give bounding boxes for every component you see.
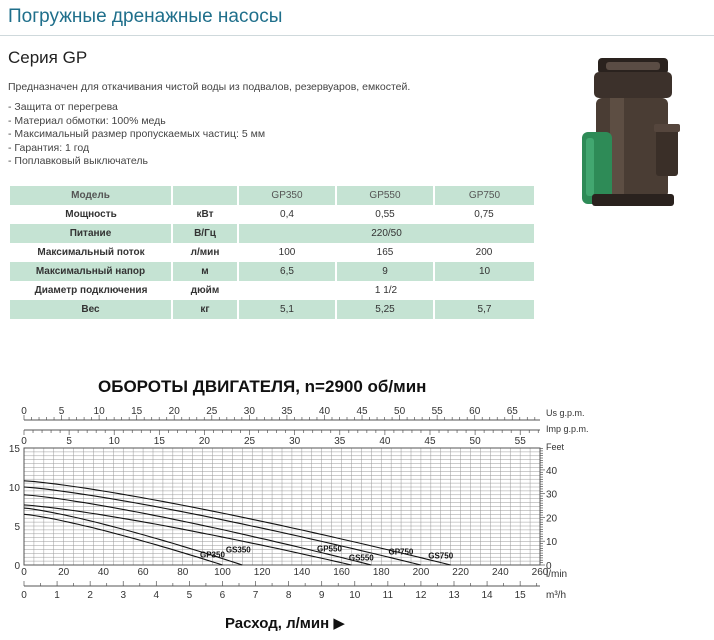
- tick-label: 11: [382, 590, 394, 601]
- tick-label: 260: [531, 567, 549, 578]
- table-cell: Мощность: [10, 205, 172, 224]
- tick-label: 120: [253, 567, 271, 578]
- tick-label: 25: [243, 436, 256, 447]
- tick-label: 10: [349, 590, 361, 601]
- tick-label: 45: [356, 406, 368, 417]
- tick-label: 0: [546, 561, 552, 572]
- pump-outlet-ring: [654, 124, 680, 132]
- chart-grid: [24, 448, 540, 565]
- series-label-gs350: GS350: [225, 545, 251, 555]
- tick-label: 240: [491, 567, 509, 578]
- tick-label: 7: [252, 590, 259, 601]
- tick-label: 160: [333, 567, 350, 578]
- tick-label: 15: [8, 444, 20, 455]
- table-row: [10, 281, 534, 300]
- table-cell: м: [172, 262, 238, 281]
- table-cell: В/Гц: [172, 224, 238, 243]
- tick-label: 15: [514, 590, 526, 601]
- table-row: [10, 243, 534, 262]
- tick-label: 13: [448, 590, 460, 601]
- pump-outlet: [656, 128, 678, 176]
- performance-chart: [0, 400, 714, 612]
- table-row: [10, 262, 534, 281]
- tick-label: 0: [21, 436, 27, 447]
- feature-item: - Поплавковый выключатель: [8, 155, 148, 167]
- tick-label: 35: [281, 406, 293, 417]
- tick-label: 200: [412, 567, 430, 578]
- tick-label: 15: [153, 436, 165, 447]
- table-cell: GP550: [336, 186, 434, 205]
- table-cell: кг: [172, 300, 238, 319]
- tick-label: 15: [131, 406, 143, 417]
- tick-label: 60: [137, 567, 149, 578]
- tick-label: 40: [546, 465, 558, 477]
- table-cell: 6,5: [238, 262, 336, 281]
- table-cell: 0,55: [336, 205, 434, 224]
- tick-label: 40: [379, 436, 391, 447]
- table-cell: GP350: [238, 186, 336, 205]
- tick-label: 5: [186, 590, 193, 601]
- tick-label: 30: [546, 489, 558, 501]
- axis-unit-label: m³/h: [546, 590, 566, 601]
- tick-label: 35: [334, 436, 346, 447]
- x-axis-label: Расход, л/мин ▶: [225, 615, 345, 632]
- tick-label: 0: [14, 561, 20, 572]
- series-label-gp350: GP350: [200, 550, 225, 560]
- tick-label: 45: [424, 436, 436, 447]
- tick-label: 55: [514, 436, 526, 447]
- tick-label: 0: [21, 567, 27, 578]
- chart-labels: [9, 406, 589, 601]
- tick-label: 9: [318, 590, 325, 601]
- tick-label: 20: [546, 513, 558, 525]
- table-row: [10, 224, 534, 243]
- series-line-gp550: [24, 505, 352, 565]
- title-divider: [0, 35, 714, 36]
- table-cell: GP750: [434, 186, 534, 205]
- tick-label: 80: [177, 567, 189, 578]
- table-cell: 1 1/2: [238, 281, 534, 300]
- table-cell: л/мин: [172, 243, 238, 262]
- tick-label: 100: [214, 567, 231, 578]
- table-cell: 165: [336, 243, 434, 262]
- tick-label: 55: [431, 406, 443, 417]
- series-label-gp750: GP750: [388, 547, 414, 557]
- axis-unit-label: Imp g.p.m.: [546, 424, 589, 434]
- pump-image: [570, 54, 692, 212]
- pump-handle-slot: [606, 62, 660, 70]
- tick-label: 40: [97, 567, 109, 578]
- tick-label: 12: [415, 590, 427, 601]
- tick-label: 10: [108, 436, 120, 447]
- axis-unit-label: l/min: [546, 569, 568, 580]
- table-cell: [172, 186, 238, 205]
- series-label-gs750: GS750: [428, 551, 454, 561]
- table-cell: 5,7: [434, 300, 534, 319]
- table-cell: 0,75: [434, 205, 534, 224]
- tick-label: 20: [58, 567, 70, 578]
- table-header-row: [10, 186, 534, 205]
- pump-base: [592, 194, 674, 206]
- tick-label: 50: [469, 436, 481, 447]
- tick-label: 8: [285, 590, 292, 601]
- table-cell: дюйм: [172, 281, 238, 300]
- tick-label: 50: [394, 406, 406, 417]
- chart-title: ОБОРОТЫ ДВИГАТЕЛЯ, n=2900 об/мин: [98, 377, 427, 396]
- tick-label: 2: [87, 590, 93, 601]
- table-row: [10, 300, 534, 319]
- tick-label: 4: [153, 590, 160, 601]
- tick-label: 30: [289, 436, 301, 447]
- feature-item: - Материал обмотки: 100% медь: [8, 114, 166, 127]
- chart-axes: [24, 415, 545, 586]
- table-cell: 9: [336, 262, 434, 281]
- page-title: Погружные дренажные насосы: [8, 6, 283, 27]
- table-cell: Максимальный напор: [10, 262, 172, 281]
- tick-label: 5: [14, 522, 20, 533]
- series-description: Предназначен для откачивания чистой воды из подвалов, резервуаров, емкостей.: [8, 81, 411, 93]
- tick-label: 14: [481, 590, 493, 601]
- spec-table: [10, 186, 534, 319]
- feature-item: - Максимальный размер пропускаемых частиц: 5 мм: [8, 128, 266, 140]
- table-cell: Диаметр подключения: [10, 281, 172, 300]
- tick-label: 10: [93, 406, 105, 417]
- tick-label: 0: [21, 406, 27, 417]
- tick-label: 140: [293, 567, 311, 578]
- feature-item: - Гарантия: 1 год: [8, 141, 90, 154]
- tick-label: 20: [198, 436, 211, 447]
- pump-highlight: [610, 98, 624, 198]
- pump-top: [594, 72, 672, 98]
- series-label-gp550: GP550: [317, 544, 342, 554]
- tick-label: 20: [168, 406, 180, 417]
- series-title: Серия GP: [8, 48, 88, 67]
- table-cell: 5,1: [238, 300, 336, 319]
- table-cell: 200: [434, 243, 534, 262]
- tick-label: 65: [506, 406, 518, 417]
- tick-label: 180: [372, 567, 390, 578]
- series-label-gs550: GS550: [348, 553, 374, 563]
- tick-label: 10: [8, 483, 20, 494]
- table-cell: Модель: [10, 186, 172, 205]
- axis-unit-label: Feet: [546, 442, 565, 452]
- tick-label: 25: [206, 406, 218, 417]
- tick-label: 3: [120, 590, 127, 601]
- table-cell: 100: [238, 243, 336, 262]
- tick-label: 40: [318, 406, 331, 417]
- feature-list: [8, 101, 265, 169]
- tick-label: 6: [219, 590, 226, 601]
- table-cell: 220/50: [238, 224, 534, 243]
- table-cell: 10: [434, 262, 534, 281]
- table-cell: Максимальный поток: [10, 243, 172, 262]
- table-row: [10, 205, 534, 224]
- table-cell: Вес: [10, 300, 172, 319]
- tick-label: 60: [469, 406, 481, 417]
- pump-float-highlight: [586, 138, 594, 196]
- tick-label: 5: [66, 436, 72, 447]
- feature-item: - Защита от перегрева: [8, 101, 118, 113]
- table-cell: кВт: [172, 205, 238, 224]
- axis-unit-label: Us g.p.m.: [546, 408, 585, 418]
- table-cell: 0,4: [238, 205, 336, 224]
- tick-label: 10: [546, 537, 558, 549]
- tick-label: 5: [58, 406, 65, 417]
- tick-label: 1: [54, 590, 60, 601]
- table-cell: Питание: [10, 224, 172, 243]
- tick-label: 220: [452, 567, 469, 578]
- tick-label: 0: [21, 590, 27, 601]
- table-cell: 5,25: [336, 300, 434, 319]
- tick-label: 30: [243, 406, 255, 417]
